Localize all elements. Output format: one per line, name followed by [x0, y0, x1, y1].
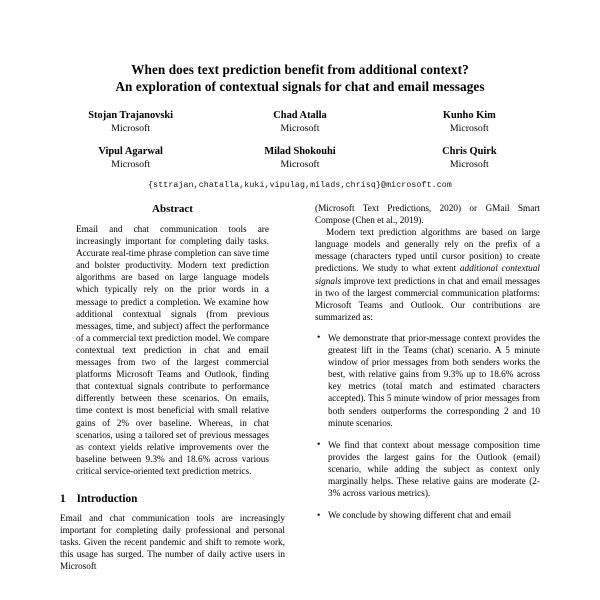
author-affiliation: Microsoft — [449, 159, 489, 171]
title-line-1: When does text prediction benefit from additional context? — [131, 61, 469, 77]
abstract-body — [60, 224, 285, 478]
bullet-icon: • — [317, 510, 321, 521]
continued-paragraph: (Microsoft Text Predictions, 2020) or GMail Smart Compose (Chen et al., 2019). — [315, 204, 540, 227]
list-item — [315, 510, 540, 522]
title-block — [0, 0, 600, 95]
section-heading-introduction — [60, 493, 285, 505]
author-block — [0, 109, 600, 172]
contributions-list — [315, 333, 540, 522]
author-name: Vipul Agarwal — [98, 145, 163, 157]
paragraph-part-post: improve text predictions in chat and email messages in two of the largest commercial communication platforms: Microsoft Teams and Outlook. Our contributions are summarized as: — [315, 276, 540, 323]
author-name: Chris Quirk — [442, 145, 497, 157]
author-entry — [385, 145, 554, 172]
list-item — [315, 333, 540, 430]
author-name: Chad Atalla — [273, 109, 327, 121]
page-title — [60, 61, 540, 95]
author-entry — [215, 145, 384, 172]
author-row — [46, 109, 554, 136]
section-title: Introduction — [76, 492, 138, 505]
author-name: Kunho Kim — [442, 109, 496, 121]
abstract-heading: Abstract — [152, 203, 193, 215]
emphasis-additional-contextual-signals: additional contextual signals — [315, 264, 540, 287]
author-row — [46, 145, 554, 172]
list-item — [315, 440, 540, 500]
bullet-icon: • — [317, 333, 321, 344]
section-number: 1 — [60, 492, 66, 505]
paragraph-part-pre: Modern text prediction algorithms are based on large language models and generally rely on the prefix of a message (characters typed until cursor position) to create predictions. We study to what extent — [315, 228, 540, 275]
bullet-icon: • — [317, 440, 321, 451]
author-entry — [46, 109, 215, 136]
list-item-text: We conclude by showing different chat and email — [328, 511, 512, 522]
body-columns — [0, 203, 600, 573]
author-name: Stojan Trajanovski — [88, 109, 174, 121]
left-column — [60, 203, 285, 573]
introduction-paragraph-1: Email and chat communication tools are increasingly important for completing daily professional and personal tasks. Given the recent pandemic and shift to remote work, this usage has surged. The number of daily active users in Microsoft — [60, 513, 285, 573]
author-affiliation: Microsoft — [280, 159, 320, 171]
paragraph-modern-text-prediction — [315, 227, 540, 324]
list-item-text: We find that context about message composition time provides the largest gains for the Outlook (email) scenario, while adding the subject as context only marginally helps. These relative gains are moderate (2-3% across various metrics). — [328, 440, 540, 500]
list-item-text: We demonstrate that prior-message context provides the greatest lift in the Teams (chat) scenario. A 5 minute window of prior messages from both senders works the best, with relative gains from 9.3% up to 18.6% across key metrics (total match and estimated characters accepted). This 5 minute window of prior messages from both senders outperforms the corresponding 2 and 10 minute scenarios. — [328, 333, 540, 429]
author-entry — [46, 145, 215, 172]
author-entry — [385, 109, 554, 136]
author-entry — [215, 109, 384, 136]
abstract-text: Email and chat communication tools are increasingly important for completing daily tasks. Accurate real-time phrase completion can save time and bolster productivity. Modern text prediction algorithms are based on large language models which typically rely on the prior words in a message to predict a completion. We examine how additional contextual signals (from previous messages, time, and subject) affect the performance of a commercial text prediction model. We compare contextual text prediction in chat and email messages from two of the largest commercial platforms Microsoft Teams and Outlook, finding that contextual signals contribute to performance differently between these scenarios. On emails, time context is most beneficial with small relative gains of 2% over baseline. Whereas, in chat scenarios, using a tailored set of previous messages as context yields relative improvements over the baseline between 9.3% and 18.6% across various critical service-oriented text prediction metrics. — [76, 225, 269, 477]
right-column — [315, 203, 540, 573]
contact-email: {sttrajan,chatalla,kuki,vipulag,milads,chrisq}@microsoft.com — [148, 180, 452, 190]
title-line-2: An exploration of contextual signals for chat and email messages — [115, 78, 485, 94]
author-name: Milad Shokouhi — [264, 145, 336, 157]
author-affiliation: Microsoft — [111, 123, 151, 135]
author-affiliation: Microsoft — [111, 159, 151, 171]
author-affiliation: Microsoft — [280, 123, 320, 135]
author-affiliation: Microsoft — [449, 123, 489, 135]
